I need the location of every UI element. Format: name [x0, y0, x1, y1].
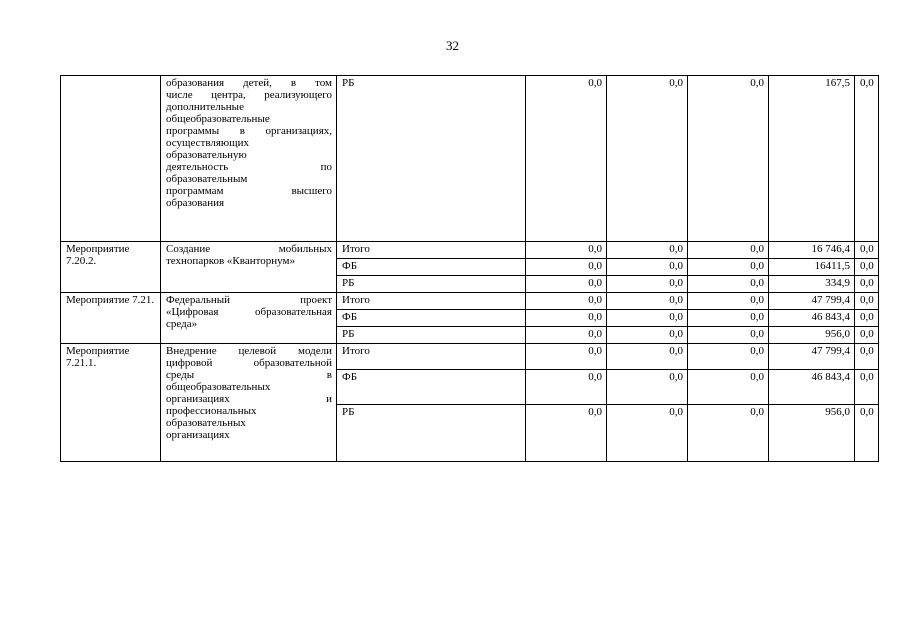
value-cell: 0,0 — [607, 276, 688, 293]
value-cell: 0,0 — [855, 310, 879, 327]
description-line: среды в — [166, 369, 332, 381]
value-cell: 0,0 — [688, 405, 769, 462]
funding-source-cell: Итого — [337, 293, 526, 310]
value-cell: 16 746,4 — [769, 242, 855, 259]
description-line: Внедрение целевой модели — [166, 345, 332, 357]
description-line: общеобразовательных — [166, 381, 271, 393]
description-line: цифровой образовательной — [166, 357, 332, 369]
value-cell: 0,0 — [526, 370, 607, 405]
description-line: организациях и — [166, 393, 332, 405]
value-cell: 0,0 — [526, 276, 607, 293]
value-cell: 0,0 — [855, 405, 879, 462]
value-cell: 0,0 — [526, 293, 607, 310]
value-cell: 0,0 — [607, 293, 688, 310]
value-cell: 956,0 — [769, 327, 855, 344]
description-cell — [161, 76, 337, 242]
value-cell: 46 843,4 — [769, 370, 855, 405]
table-row — [61, 344, 879, 370]
value-cell: 167,5 — [769, 76, 855, 242]
value-cell: 16411,5 — [769, 259, 855, 276]
value-cell: 0,0 — [607, 405, 688, 462]
description-line: программы в организациях, — [166, 125, 332, 137]
description-line: образовательных — [166, 417, 246, 429]
value-cell: 46 843,4 — [769, 310, 855, 327]
measure-cell: Мероприятие 7.20.2. — [61, 242, 161, 293]
value-cell: 47 799,4 — [769, 293, 855, 310]
value-cell: 0,0 — [607, 370, 688, 405]
description-line: технопарков «Кванторнум» — [166, 255, 295, 267]
value-cell: 0,0 — [855, 76, 879, 242]
value-cell: 47 799,4 — [769, 344, 855, 370]
value-cell: 0,0 — [855, 293, 879, 310]
description-line: образования детей, в том — [166, 77, 332, 89]
description-line: Создание мобильных — [166, 243, 332, 255]
value-cell: 0,0 — [855, 276, 879, 293]
value-cell: 0,0 — [688, 370, 769, 405]
funding-source-cell: ФБ — [337, 259, 526, 276]
value-cell: 0,0 — [855, 327, 879, 344]
value-cell: 0,0 — [688, 259, 769, 276]
value-cell: 0,0 — [688, 76, 769, 242]
value-cell: 0,0 — [526, 344, 607, 370]
value-cell: 0,0 — [607, 259, 688, 276]
value-cell: 0,0 — [688, 242, 769, 259]
value-cell: 0,0 — [688, 293, 769, 310]
description-line: осуществляющих — [166, 137, 249, 149]
description-cell — [161, 293, 337, 344]
value-cell: 0,0 — [607, 310, 688, 327]
value-cell: 334,9 — [769, 276, 855, 293]
value-cell: 0,0 — [688, 327, 769, 344]
table-row — [61, 242, 879, 259]
funding-source-cell: РБ — [337, 276, 526, 293]
description-line: образовательным — [166, 173, 248, 185]
table-row — [61, 293, 879, 310]
value-cell: 0,0 — [688, 310, 769, 327]
budget-table — [60, 75, 879, 462]
value-cell: 0,0 — [526, 310, 607, 327]
value-cell: 0,0 — [855, 259, 879, 276]
description-cell — [161, 242, 337, 293]
funding-source-cell: ФБ — [337, 310, 526, 327]
value-cell: 0,0 — [526, 405, 607, 462]
value-cell: 0,0 — [688, 276, 769, 293]
description-line: профессиональных — [166, 405, 257, 417]
funding-source-cell: ФБ — [337, 370, 526, 405]
value-cell: 0,0 — [607, 76, 688, 242]
description-line: деятельность по — [166, 161, 332, 173]
measure-cell: Мероприятие 7.21.1. — [61, 344, 161, 462]
funding-source-cell: РБ — [337, 327, 526, 344]
funding-source-cell: РБ — [337, 76, 526, 242]
description-line: организациях — [166, 429, 230, 441]
description-line: «Цифровая образовательная — [166, 306, 332, 318]
description-line: числе центра, реализующего — [166, 89, 332, 101]
description-line: образования — [166, 197, 225, 209]
measure-cell: Мероприятие 7.21. — [61, 293, 161, 344]
value-cell: 0,0 — [855, 242, 879, 259]
table-row — [61, 76, 879, 242]
description-cell — [161, 344, 337, 462]
measure-cell — [61, 76, 161, 242]
value-cell: 0,0 — [607, 344, 688, 370]
description-line: общеобразовательные — [166, 113, 270, 125]
value-cell: 0,0 — [526, 327, 607, 344]
description-line: Федеральный проект — [166, 294, 332, 306]
value-cell: 0,0 — [855, 370, 879, 405]
value-cell: 0,0 — [607, 327, 688, 344]
description-line: программам высшего — [166, 185, 332, 197]
value-cell: 0,0 — [526, 259, 607, 276]
value-cell: 0,0 — [855, 344, 879, 370]
value-cell: 0,0 — [607, 242, 688, 259]
value-cell: 0,0 — [526, 242, 607, 259]
description-line: среда» — [166, 318, 198, 330]
value-cell: 0,0 — [526, 76, 607, 242]
description-line: дополнительные — [166, 101, 244, 113]
description-line: образовательную — [166, 149, 247, 161]
value-cell: 0,0 — [688, 344, 769, 370]
funding-source-cell: Итого — [337, 344, 526, 370]
funding-source-cell: Итого — [337, 242, 526, 259]
page-number: 32 — [446, 38, 459, 53]
value-cell: 956,0 — [769, 405, 855, 462]
funding-source-cell: РБ — [337, 405, 526, 462]
